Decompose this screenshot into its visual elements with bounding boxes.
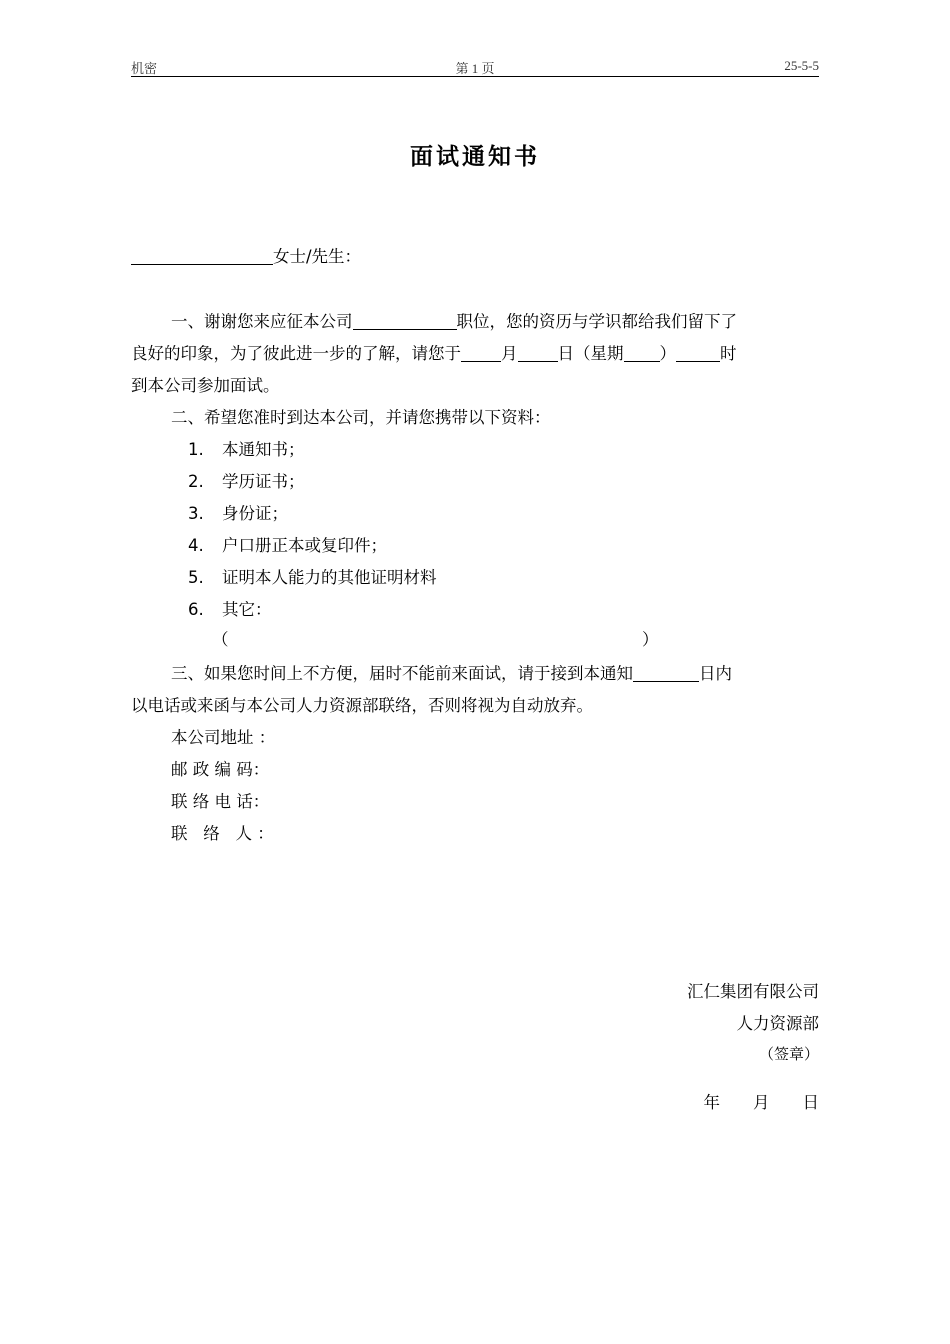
contact-postcode: 邮 政 编 码： [171,760,270,779]
signature-seal: （签章） [758,1045,819,1063]
list-item: 6. 其它： [188,600,272,619]
paren-close: ） [642,630,659,649]
list-item: 4. 户口册正本或复印件； [188,536,387,555]
list-item: 5. 证明本人能力的其他证明材料 [188,568,437,587]
contact-address: 本公司地址 ： [171,728,276,747]
paren-open: （ [212,630,229,649]
name-blank [131,248,273,265]
document-title: 面试通知书 [410,143,540,170]
salutation: 女士/先生： [273,247,362,266]
page-header [131,58,819,76]
days-blank [633,665,699,682]
signature-dept: 人力资源部 [736,1014,819,1033]
contact-phone: 联 络 电 话： [171,792,270,811]
header-confidential: 机密 [131,61,158,76]
signature-date: 年 月 日 [703,1093,819,1112]
weekday-blank [624,345,660,362]
day-blank [518,345,558,362]
hour-blank [676,345,720,362]
contact-person: 联 络 人 ： [171,824,274,843]
list-item: 1. 本通知书； [188,440,305,459]
para1-line2: 良好的印象，为了彼此进一步的了解，请您于 月 日（星期 ） 时 [131,344,737,363]
list-item: 2. 学历证书； [188,472,305,491]
salutation-line [131,243,361,267]
list-item: 3. 身份证； [188,504,288,523]
para1-line1: 一、谢谢您来应征本公司 职位，您的资历与学识都给我们留下了 [171,312,737,331]
header-rule [131,76,819,77]
position-blank [353,313,457,330]
para2: 二、希望您准时到达本公司，并请您携带以下资料： [171,408,551,427]
para1-line3: 到本公司参加面试。 [131,376,280,395]
para3-line2: 以电话或来函与本公司人力资源部联络，否则将视为自动放弃。 [131,696,593,715]
month-blank [461,345,501,362]
header-date: 25-5-5 [784,58,819,73]
signature-company: 汇仁集团有限公司 [687,982,819,1001]
para3-line1: 三、如果您时间上不方便，届时不能前来面试，请于接到本通知 日内 [171,664,732,683]
header-page-number: 第 1 页 [455,61,495,76]
